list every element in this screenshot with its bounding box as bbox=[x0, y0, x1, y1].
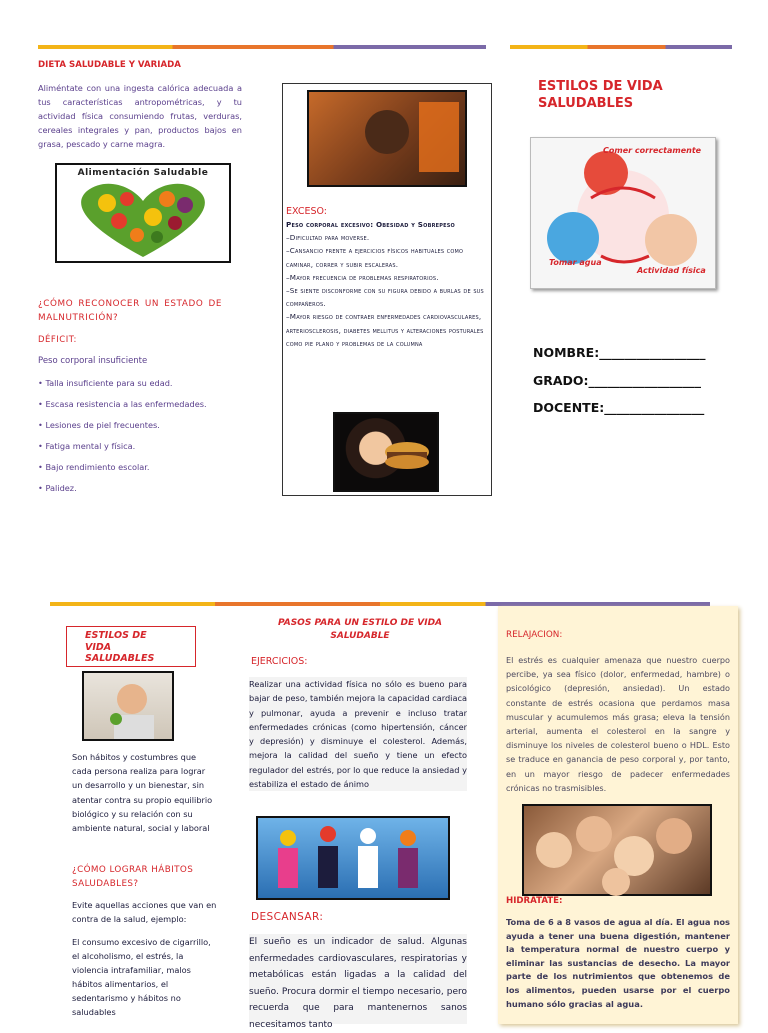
fruit-heart-icon bbox=[57, 165, 229, 261]
exceso-item: Peso corporal excesivo: Obesidad y Sobrepeso bbox=[286, 220, 456, 229]
ejercicios-text: Realizar una actividad física no sólo es bueno para bajar de peso, también mejora la capacidad cardiaca y pulmonar, ayuda a prevenir e incluso tratar enfermedades crónicas (como hipertensión, cáncer y depresión) y disminuye el colesterol. Además, mejora la calidad del sueño y tiene un efecto regulador del estrés, por lo que reduce la ansiedad y estabiliza el estado de ánimo bbox=[249, 677, 467, 791]
healthy-food-heart-image bbox=[55, 163, 231, 263]
man-eating-salad-photo bbox=[82, 671, 174, 741]
exceso-item: –Se siente disconforme con su figura debido a burlas de sus compañeros. bbox=[286, 286, 484, 309]
panel4-question: ¿CÓMO LOGRAR HÁBITOS SALUDABLES? bbox=[72, 865, 194, 889]
child-icon bbox=[309, 92, 465, 185]
ejercicios-label: EJERCICIOS: bbox=[251, 656, 308, 667]
panel4-examples: El consumo excesivo de cigarrillo, el alcoholismo, el estrés, la violencia intrafamiliar, malos hábitos alimentarios, el sedentarismo y hábitos no saludables bbox=[72, 937, 211, 1017]
malnourished-child-photo bbox=[307, 90, 467, 187]
top-rule-right bbox=[510, 45, 732, 49]
exceso-item: –Mayor frecuencia de problemas respiratorios. bbox=[286, 272, 439, 282]
healthy-habits-image bbox=[530, 137, 716, 289]
exceso-item: –Dificultad para moverse. bbox=[286, 233, 370, 243]
exceso-item: –Mayor riesgo de contraer enfermedades cardiovasculares, arteriosclerosis, diabetes mellitus y alteraciones posturales como pie plano y problemas de la columna bbox=[286, 312, 484, 348]
aerobics-class-photo bbox=[256, 816, 450, 900]
panel1-heading: DIETA SALUDABLE Y VARIADA bbox=[38, 60, 181, 70]
grado-field[interactable]: GRADO:__________________ bbox=[533, 373, 702, 388]
habit-label: Tomar agua bbox=[549, 258, 602, 267]
nombre-field[interactable]: NOMBRE:_________________ bbox=[533, 345, 706, 360]
deficit-list bbox=[38, 377, 207, 503]
list-item: • Escasa resistencia a las enfermedades. bbox=[38, 399, 207, 409]
panel4-title-box bbox=[66, 626, 196, 667]
panel5-title: PASOS PARA UN ESTILO DE VIDA SALUDABLE bbox=[277, 618, 443, 641]
panel1-question: ¿CÓMO RECONOCER UN ESTADO DE MALNUTRICIÓN? bbox=[38, 299, 222, 323]
panel4-definition: Son hábitos y costumbres que cada persona realiza para lograr un desarrollo y un bienestar, sin atentar contra su propio equilibrio biológico y su relación con su ambiente natural, social y laboral bbox=[72, 752, 213, 834]
habit-label: Actividad física bbox=[637, 266, 706, 275]
exceso-label: EXCESO: bbox=[286, 206, 327, 217]
list-item: • Fatiga mental y física. bbox=[38, 441, 136, 451]
exceso-list bbox=[286, 218, 488, 350]
relajacion-label: RELAJACION: bbox=[506, 630, 563, 640]
group-of-smiling-faces-photo bbox=[522, 804, 712, 896]
panel1-intro: Aliméntate con una ingesta calórica adecuada a tus características antropométricas, y tu actividad física consumiendo frutas, verduras, cereales integrales y pan, productos bajos en grasa, pescado y carne magra. bbox=[38, 83, 242, 149]
deficit-lead: Peso corporal insuficiente bbox=[38, 356, 148, 366]
panel4-avoid: Evite aquellas acciones que van en contra de la salud, ejemplo: bbox=[72, 900, 217, 924]
woman-burger-photo bbox=[333, 412, 439, 492]
top-rule-left bbox=[38, 45, 486, 49]
image-caption: Alimentación Saludable bbox=[77, 168, 209, 178]
docente-field[interactable]: DOCENTE:________________ bbox=[533, 400, 705, 415]
deficit-label: DÉFICIT: bbox=[38, 335, 77, 345]
hidratate-text: Toma de 6 a 8 vasos de agua al día. El agua nos ayuda a tener una buena digestión, mantener la temperatura normal de nuestro cuerpo y eliminar las sustancias de desecho. La mayor parte de los nutrimientos que obtenemos de los alimentos, pueden usarse por el cuerpo humano sólo gracias al agua. bbox=[506, 917, 730, 1009]
man-icon bbox=[84, 673, 172, 739]
cover-title: ESTILOS DE VIDA SALUDABLES bbox=[538, 79, 663, 111]
list-item: • Palidez. bbox=[38, 483, 77, 493]
list-item: • Talla insuficiente para su edad. bbox=[38, 378, 173, 388]
exceso-item: –Cansancio frente a ejercicios físicos habituales como caminar, correr y subir escaleras. bbox=[286, 246, 464, 269]
descansar-label: DESCANSAR: bbox=[251, 911, 324, 923]
relajacion-text: El estrés es cualquier amenaza que nuestro cuerpo percibe, ya sea físico (dolor, enfermedad, hambre) o psicológico (depresión, ansiedad). Un estado constante de estrés ocasiona que perdamos masa muscular y acumulemos más grasa; eleva la tensión arterial, aumenta el colesterol en la sangre y disminuye los niveles de colesterol bueno o HDL. Esto se traduce en ganancia de peso corporal y, por tanto, en un mayor riesgo de padecer enfermedades crónicas no trasmisibles. bbox=[506, 655, 730, 793]
aerobics-icon bbox=[258, 818, 448, 898]
burger-icon bbox=[335, 414, 437, 490]
faces-icon bbox=[524, 806, 710, 894]
habit-label: Comer correctamente bbox=[603, 146, 702, 155]
list-item: • Bajo rendimiento escolar. bbox=[38, 462, 150, 472]
hidratate-label: HIDRATATE: bbox=[506, 896, 563, 906]
panel4-title: ESTILOS DE VIDA SALUDABLES bbox=[85, 630, 155, 664]
descansar-text: El sueño es un indicador de salud. Algunas enfermedades cardiovasculares, respiratorias y metabólicas están ligadas a la calidad del sueño. Procura dormir el tiempo necesario, pero recuerda que para mantenernos sanos necesitamos tanto bbox=[249, 934, 467, 1024]
list-item: • Lesiones de piel frecuentes. bbox=[38, 420, 160, 430]
